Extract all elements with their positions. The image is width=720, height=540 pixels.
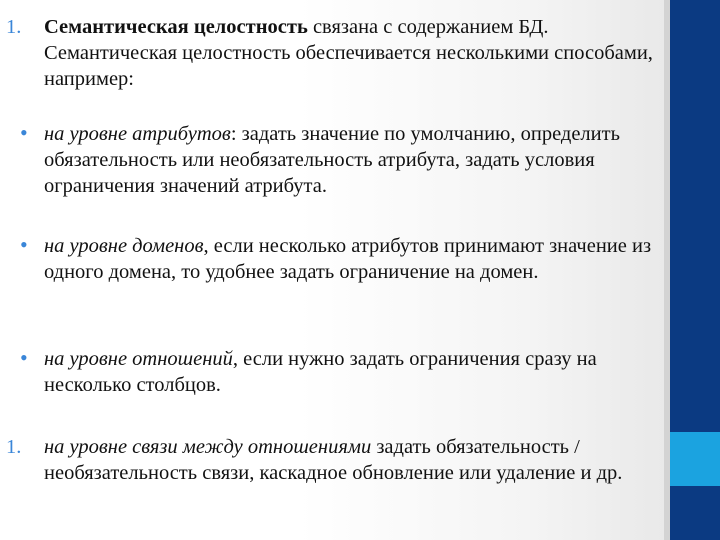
item-lead-italic: на уровне отношений	[44, 348, 233, 370]
item-lead-italic: на уровне связи между отношениями	[44, 436, 372, 458]
item-text: : задать значение по умолчанию, определить обязательность или необязательность атрибута, задать условия ограничения значений атрибута.	[44, 123, 620, 197]
item-text: связана с содержанием БД. Семантическая целостность обеспечивается несколькими способами, например:	[44, 16, 653, 90]
item-lead-italic: на уровне атрибутов	[44, 123, 231, 145]
bullet-marker: •	[20, 232, 28, 257]
bullet-marker: •	[20, 345, 28, 370]
list-number-marker: 1.	[6, 436, 22, 458]
bullet-marker: •	[20, 120, 28, 145]
item-text: задать обязательность / необязательность связи, каскадное обновление или удаление и др.	[44, 436, 623, 484]
list-number-marker: 1.	[6, 16, 22, 38]
list-item-attribute-level	[44, 121, 662, 199]
list-item-relation-level	[44, 346, 662, 398]
list-item-domain-level	[44, 233, 662, 285]
side-band-accent	[670, 432, 720, 486]
list-item-semantic-integrity	[44, 14, 662, 92]
item-lead-bold: Семантическая целостность	[44, 16, 308, 38]
item-text: , если нужно задать ограничения сразу на несколько столбцов.	[44, 348, 597, 396]
item-text: , если несколько атрибутов принимают значение из одного домена, то удобнее задать ограничение на домен.	[44, 235, 652, 283]
item-lead-italic: на уровне доменов	[44, 235, 204, 257]
list-item-relationship-level	[44, 434, 662, 486]
